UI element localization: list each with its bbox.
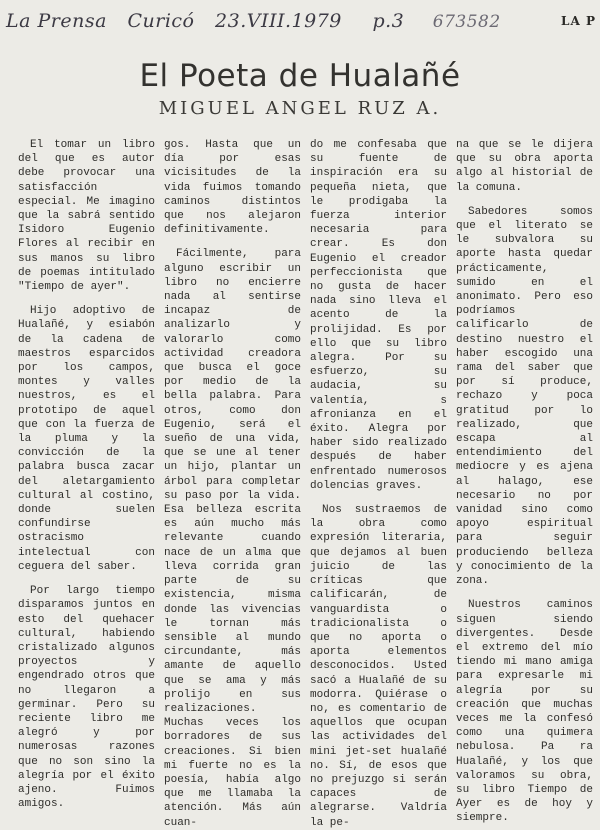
column-3 [310, 138, 447, 829]
paragraph: Nos sustraemos de la obra como expresión literaria, que dejamos al buen juicio de las críticas que calificarán, de vanguardista o tradicionalista o que no aporta o aporta elementos desconocidos. Usted sacó a Hualañé de su modorra. Quiérase o no, es comentario de aquellos que ocupan las actividades del mini jet-set hualañé no. Sí, de esos que no prejuzgo si serán capaces de alegrarse. Valdría la pe- [310, 504, 447, 829]
column-1 [18, 138, 155, 811]
article-body [18, 138, 598, 829]
note-city: Curicó [127, 10, 195, 32]
article-author: MIGUEL ANGEL RUZ A. [158, 98, 442, 119]
paragraph: gos. Hasta que un día por esas vicisitudes de la vida fuimos tomando caminos distintos que nos alejaron definitivamente. [164, 139, 301, 237]
column-2 [164, 138, 301, 829]
article-title: El Poeta de Hualañé [139, 58, 461, 94]
note-source: La Prensa [6, 10, 107, 32]
paragraph: na que se le dijera que su obra aporta algo al historial de la comuna. [456, 139, 593, 194]
note-date: 23.VIII.1979 [215, 10, 342, 32]
masthead-fragment: LA P [561, 14, 596, 28]
handwritten-archive-note [6, 10, 515, 32]
paragraph: Fácilmente, para alguno escribir un libro no encierre nada al sentirse incapaz de analizarlo y valorarlo como actividad creadora que busca el goce por medio de la bella palabra. Para otros, como don Eugenio, será el sueño de una vida, que se une al tener un hijo, plantar un árbol para completar su paso por la vida. Esa belleza escrita es aún mucho más relevante cuando nace de un alma que lleva corrida gran parte de su existencia, misma donde las vivencias le tornan más sensible al mundo circundante, más amante de aquello que se ama y más prolijo en sus realizaciones. Muchas veces los borradores de sus creaciones. Si bien mi fuerte no es la poesía, había algo que me llamaba la atención. Más aún cuan- [164, 248, 301, 829]
paragraph: Sabedores somos que el literato se le subvalora su aporte hasta quedar prácticamente, sumido en el anonimato. Pero eso podríamos calificarlo de destino nuestro el haber escogido una rama del saber que por sí produce, rechazo y poca gratitud por lo realizado, que escapa al entendimiento del mediocre y es ajena al halago, ese necesario no por vanidad sino como apoyo espiritual para seguir produciendo belleza y conocimiento de la zona. [456, 205, 593, 588]
paragraph: Por largo tiempo disparamos juntos en esto del quehacer cultural, habiendo cristalizado algunos proyectos y engendrado otros que no llegaron a germinar. Pero su reciente libro me alegró y por numerosas razones que no son sino la alegría por el éxito ajeno. Fuimos amigos. [18, 585, 155, 811]
paragraph: El tomar un libro del que es autor debe provocar una satisfacción especial. Me imagino que la sabrá sentido Isidoro Eugenio Flores al recibir en sus manos su libro de poemas intitulado "Tiempo de ayer". [18, 139, 155, 294]
note-page: p.3 [372, 10, 405, 32]
paragraph: Hijo adoptivo de Hualañé, y esiabón de la cadena de maestros esparcidos por los campos, montes y valles nuestros, es el prototipo de aquel que con la fuerza de la pluma y la convicción de la palabra busca zacar del aletargamiento cultural al costino, donde suelen confundirse ostracismo intelectual con ceguera del saber. [18, 305, 155, 573]
paragraph: Nuestros caminos siguen siendo divergentes. Desde el extremo del mío tiendo mi mano amiga para expresarle mi alegría por su creación que muchas veces me la confesó como una quimera nebulosa. Pa ra Hualañé, y los que valoramos su obra, su libro Tiempo de Ayer es de hoy y siempre. [456, 599, 593, 825]
paragraph: do me confesaba que su fuente de inspiración era su pequeña nieta, que le prodigaba la fuerza interior necesaria para crear. Es don Eugenio el creador perfeccionista que no gusta de hacer nada sino lleva el acento de la prolijidad. Es por ello que su libro alegra. Por su esfuerzo, su audacia, su valentía, s afronianza en el éxito. Alegra por haber sido realizado después de haber enfrentado numerosos dolencias graves. [310, 139, 447, 492]
column-4 [456, 138, 593, 825]
note-code: 673582 [432, 12, 501, 32]
